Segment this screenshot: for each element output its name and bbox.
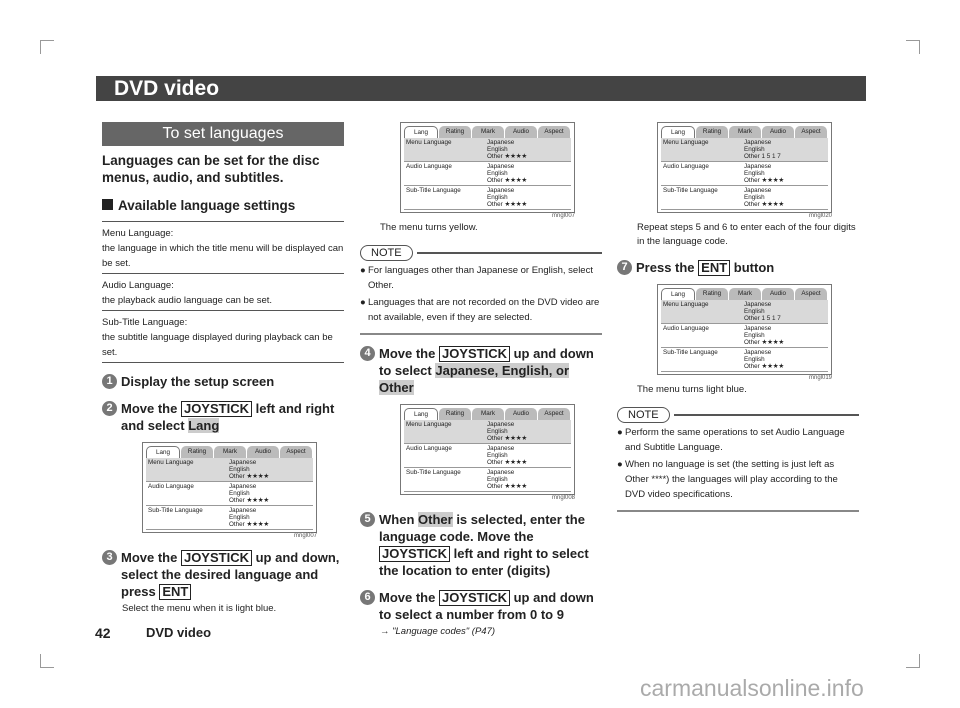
settings-panel: Lang Rating Mark Audio Aspect Menu Language Japanese English Other ★★★★ Audio Language Japanese English Other ★★★★ Sub-Title Language Japanese English Other ★★★★ bbox=[400, 404, 575, 495]
divider bbox=[360, 333, 602, 335]
definition-item: Menu Language: the language in which the title menu will be displayed can be set. bbox=[102, 222, 344, 274]
note-header bbox=[360, 245, 602, 261]
available-heading: Available language settings bbox=[102, 198, 344, 213]
note-item: ● When no language is set (the setting is just left as Other ****) the languages will play according to the DVD video specifications. bbox=[617, 459, 838, 500]
note-header bbox=[617, 407, 859, 423]
settings-panel: Lang Rating Mark Audio Aspect Menu Language Japanese English Other 1 5 1 7 Audio Language Japanese English Other ★★★★ Sub-Title Language Japanese English Other ★★★★ bbox=[657, 284, 832, 375]
crop-mark bbox=[906, 40, 920, 41]
definition-item: Audio Language: the playback audio language can be set. bbox=[102, 274, 344, 311]
step-4: 4 Move the JOYSTICK up and down to select Japanese, English, or Other bbox=[360, 345, 602, 396]
step-2: 2 Move the JOYSTICK left and right and select Lang bbox=[102, 400, 344, 434]
crop-mark bbox=[40, 40, 54, 41]
note-badge: NOTE bbox=[617, 407, 670, 423]
turns-light-blue-text: The menu turns light blue. bbox=[637, 384, 747, 395]
crop-mark bbox=[40, 667, 54, 668]
settings-panel: Lang Rating Mark Audio Aspect Menu Language Japanese English Other ★★★★ Audio Language Japanese English Other ★★★★ Sub-Title Language Japanese English Other ★★★★ bbox=[142, 442, 317, 533]
section-title: To set languages bbox=[102, 122, 344, 146]
step-5: 5 When Other is selected, enter the language code. Move the JOYSTICK left and right to select the location to enter (digits) bbox=[360, 511, 602, 579]
crop-mark bbox=[919, 654, 920, 668]
language-codes-link[interactable]: → "Language codes" (P47) bbox=[380, 626, 496, 637]
divider bbox=[617, 510, 859, 512]
square-bullet-icon bbox=[102, 199, 113, 210]
figure-code: mngl019 bbox=[808, 375, 832, 381]
step-7: 7 Press the ENT button bbox=[617, 259, 859, 276]
crop-mark bbox=[919, 40, 920, 54]
step-1: 1 Display the setup screen bbox=[102, 373, 344, 390]
step-3-note: Select the menu when it is light blue. bbox=[122, 603, 277, 614]
column-3 bbox=[617, 122, 859, 512]
watermark: carmanualsonline.info bbox=[640, 675, 864, 701]
page-title: DVD video bbox=[114, 77, 220, 100]
column-2 bbox=[360, 122, 602, 639]
footer-title: DVD video bbox=[146, 625, 212, 640]
definition-item: Sub-Title Language: the subtitle language displayed during playback can be set. bbox=[102, 311, 344, 363]
page-number: 42 bbox=[95, 625, 111, 641]
turns-yellow-text: The menu turns yellow. bbox=[380, 222, 478, 233]
settings-panel: Lang Rating Mark Audio Aspect Menu Language Japanese English Other ★★★★ Audio Language Japanese English Other ★★★★ Sub-Title Language Japanese English Other ★★★★ bbox=[400, 122, 575, 213]
repeat-note: Repeat steps 5 and 6 to enter each of the four digits in the language code. bbox=[637, 222, 856, 247]
crop-mark bbox=[906, 667, 920, 668]
note-item: ● Languages that are not recorded on the DVD video are not available, even if they are selected. bbox=[360, 297, 600, 323]
figure-code: mngl007 bbox=[551, 213, 575, 219]
note-item: ● For languages other than Japanese or English, select Other. bbox=[360, 265, 593, 291]
step-3: 3 Move the JOYSTICK up and down, select the desired language and press ENT bbox=[102, 549, 344, 600]
intro-text: Languages can be set for the disc menus, audio, and subtitles. bbox=[102, 153, 320, 185]
crop-mark bbox=[40, 654, 41, 668]
figure-code: mngl020 bbox=[808, 213, 832, 219]
note-badge: NOTE bbox=[360, 245, 413, 261]
figure-code: mngl007 bbox=[293, 533, 317, 539]
page-header bbox=[96, 76, 866, 101]
note-item: ● Perform the same operations to set Audio Language and Subtitle Language. bbox=[617, 427, 845, 453]
definition-list bbox=[102, 221, 344, 363]
crop-mark bbox=[40, 40, 41, 54]
figure-code: mngl008 bbox=[551, 495, 575, 501]
step-6: 6 Move the JOYSTICK up and down to select a number from 0 to 9 bbox=[360, 589, 602, 623]
settings-panel: Lang Rating Mark Audio Aspect Menu Language Japanese English Other 1 5 1 7 Audio Language Japanese English Other ★★★★ Sub-Title Language Japanese English Other ★★★★ bbox=[657, 122, 832, 213]
column-1 bbox=[102, 122, 344, 616]
